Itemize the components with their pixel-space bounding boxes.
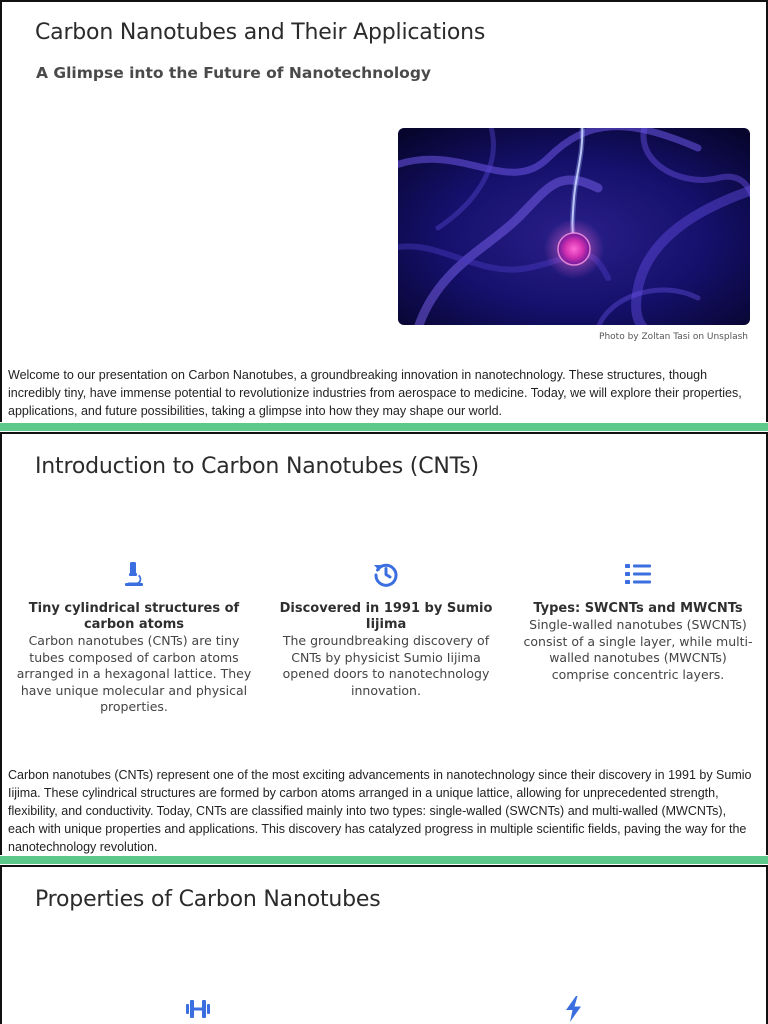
history-icon — [371, 559, 401, 589]
feature-title: Types: SWCNTs and MWCNTs — [533, 601, 743, 616]
feature-columns — [16, 559, 752, 719]
feature-title: Tiny cylindrical structures of carbon atoms — [28, 601, 240, 632]
feature-title: Discovered in 1991 by Sumio Iijima — [279, 601, 493, 632]
feature-card — [268, 559, 504, 699]
slide-properties[interactable] — [0, 865, 768, 1024]
bolt-icon — [559, 995, 589, 1023]
speaker-notes: Welcome to our presentation on Carbon Nanotubes, a groundbreaking innovation in nanotechnology. These structures, though incredibly tiny, have immense potential to revolutionize industries from aerospace to medicine. Today, we will explore their properties, applications, and future possibilities, taking a glimpse into how they may shape our world. — [8, 368, 742, 418]
slide-introduction[interactable] — [0, 432, 768, 855]
plasma-ball-image — [398, 128, 750, 325]
slide-title-heading: Introduction to Carbon Nanotubes (CNTs) — [35, 454, 479, 479]
slide-title-heading: Properties of Carbon Nanotubes — [35, 887, 381, 912]
speaker-notes: Carbon nanotubes (CNTs) represent one of the most exciting advancements in nanotechnology since their discovery in 1991 by Sumio Iijima. These cylindrical structures are formed by carbon atoms arranged in a unique lattice, allowing for unprecedented strength, flexibility, and conductivity. Today, CNTs are classified mainly into two types: single-walled (SWCNTs) and multi-walled (MWCNTs), each with unique properties and applications. This discovery has catalyzed progress in multiple scientific fields, paving the way for the nanotechnology revolution. — [8, 768, 752, 854]
slide-title-heading: Carbon Nanotubes and Their Applications — [35, 20, 486, 45]
microscope-icon — [119, 559, 149, 589]
list-icon — [623, 559, 653, 589]
feature-card — [16, 559, 252, 716]
slide-separator — [0, 856, 768, 864]
slide-subtitle: A Glimpse into the Future of Nanotechnology — [36, 64, 432, 82]
slide-title[interactable] — [0, 0, 768, 422]
slide-separator — [0, 423, 768, 431]
feature-description: Carbon nanotubes (CNTs) are tiny tubes composed of carbon atoms arranged in a hexagonal lattice. They have unique molecular and physical properties. — [16, 633, 252, 714]
feature-description: Single-walled nanotubes (SWCNTs) consist of a single layer, while multi-walled nanotubes (MWCNTs) comprise concentric layers. — [523, 617, 753, 682]
photo-credit[interactable]: Photo by Zoltan Tasi on Unsplash — [599, 332, 748, 342]
feature-card — [520, 559, 756, 683]
dumbbell-icon — [183, 995, 213, 1023]
feature-description: The groundbreaking discovery of CNTs by physicist Sumio Iijima opened doors to nanotechnology innovation. — [282, 633, 490, 698]
